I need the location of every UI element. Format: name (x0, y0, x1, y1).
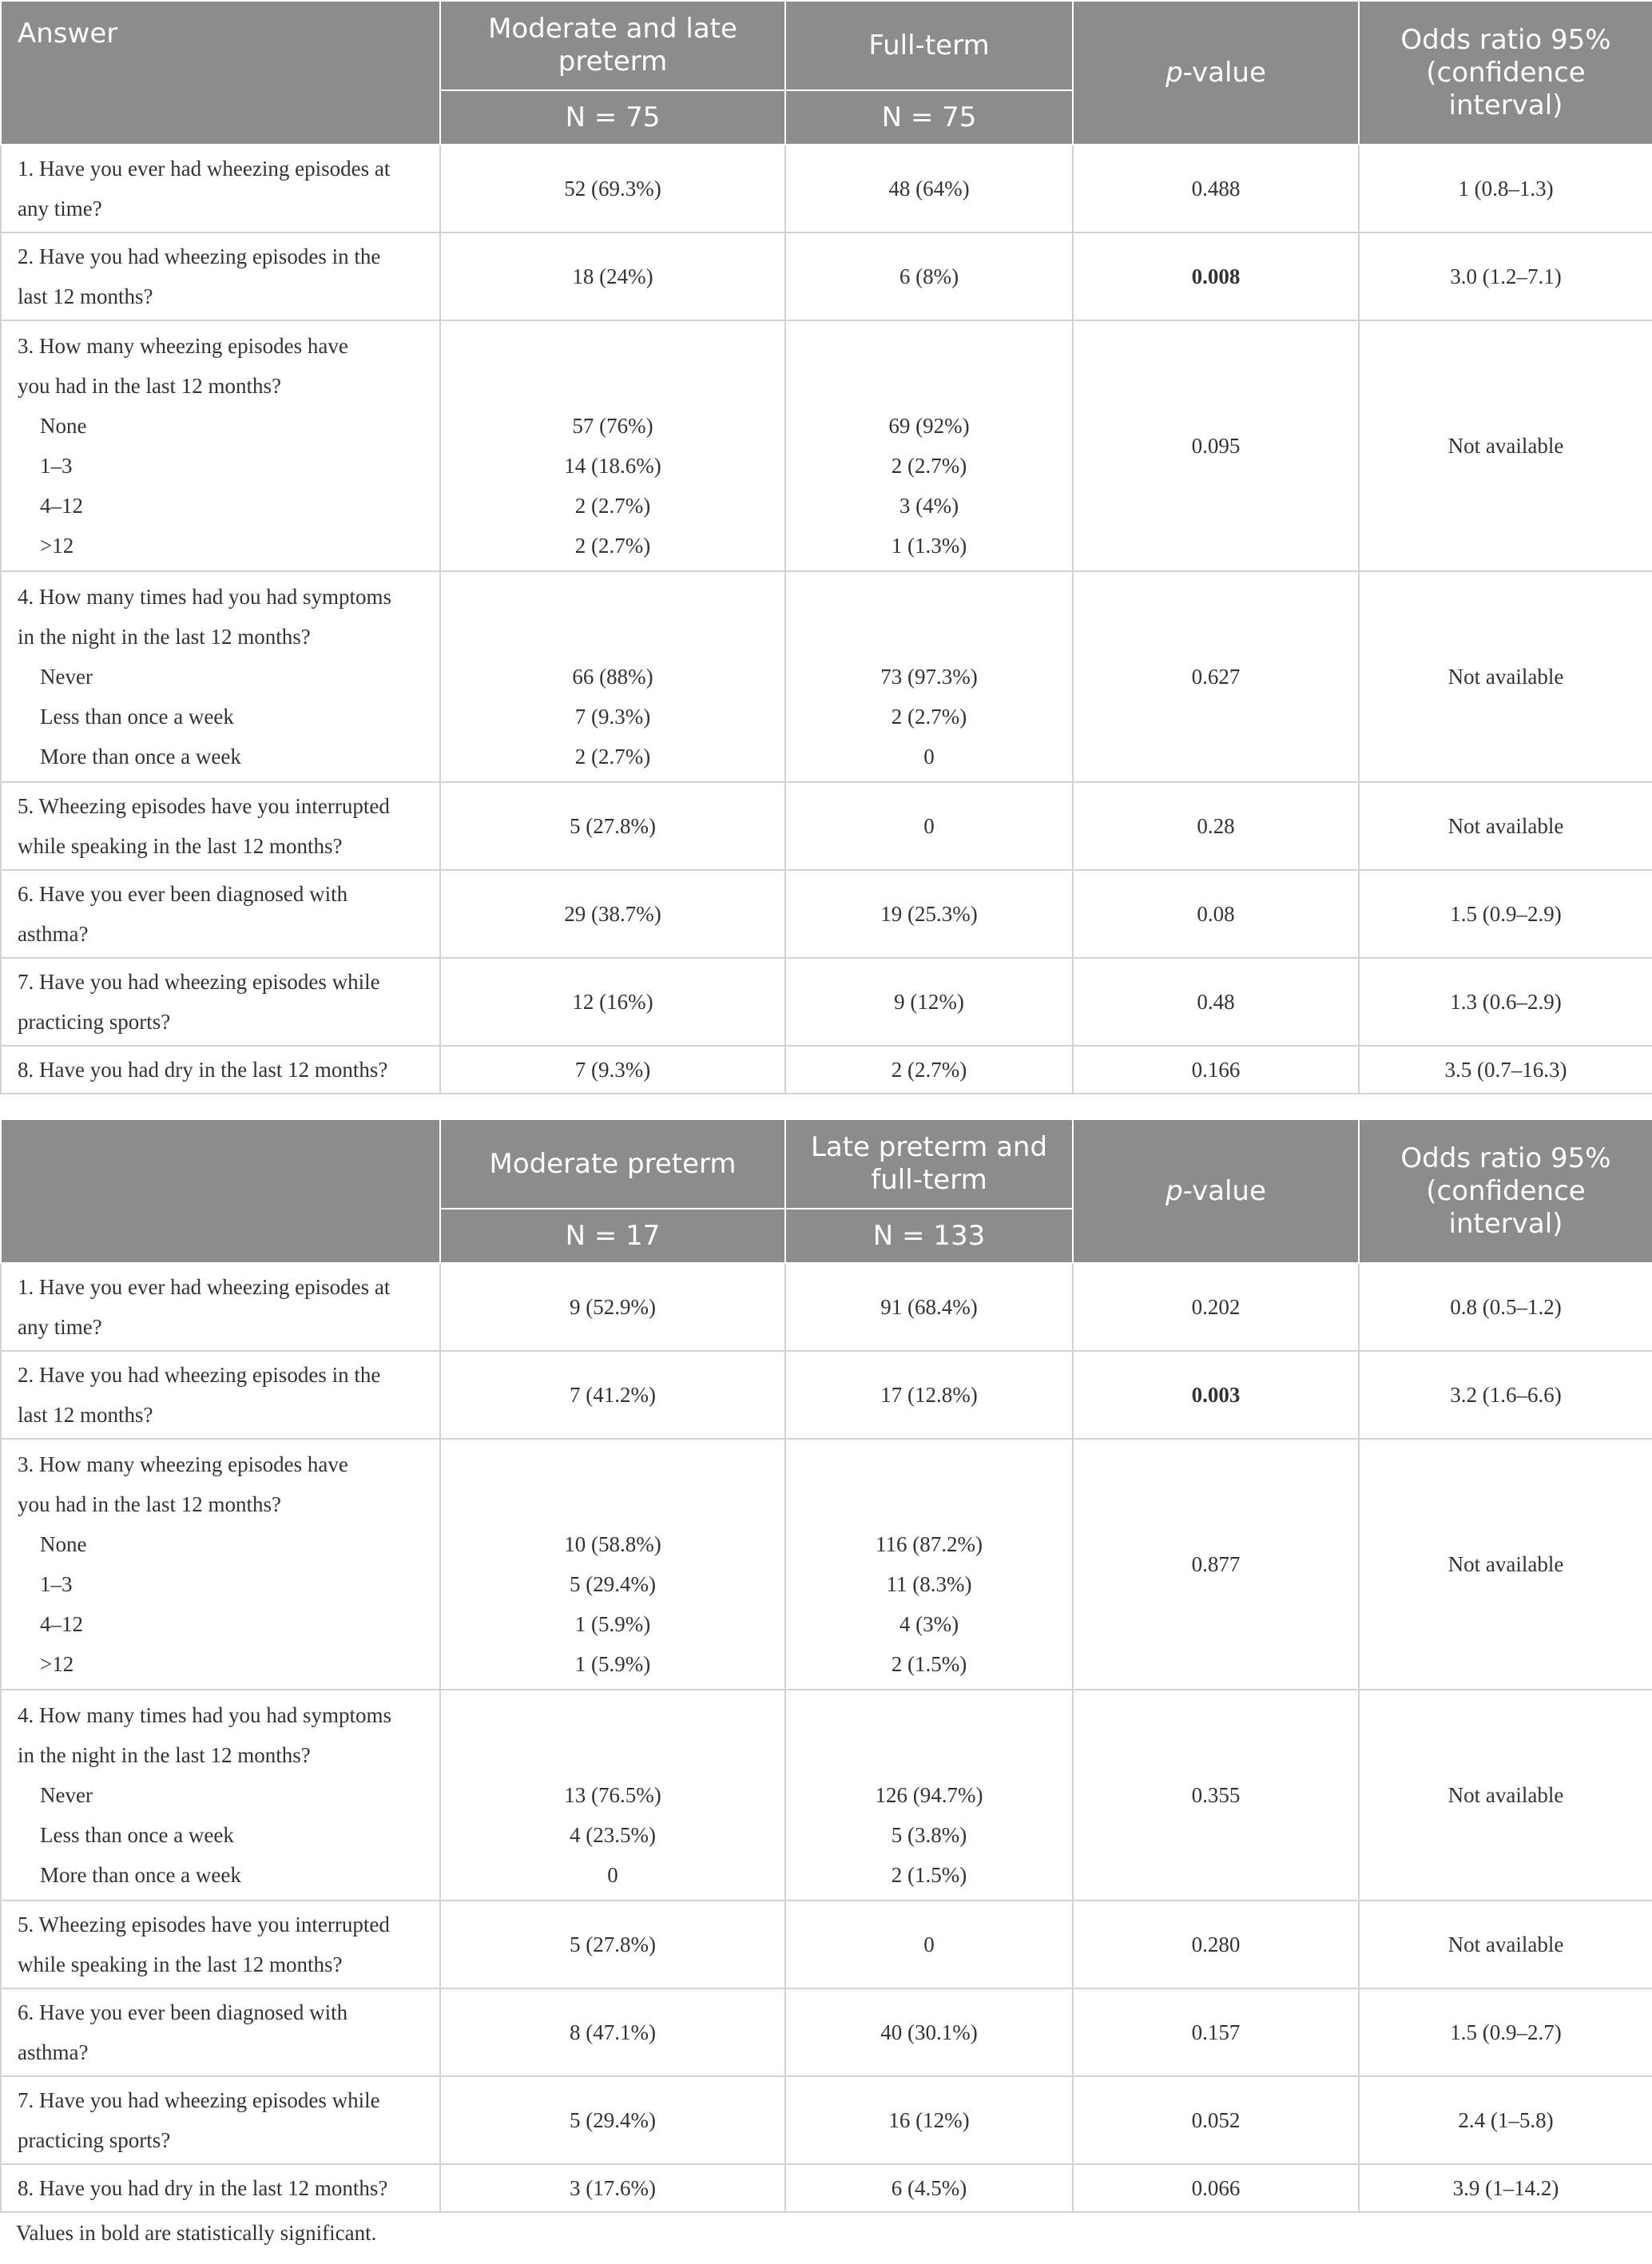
table-row (1, 1690, 1652, 1901)
odds-ratio-cell: 1.5 (0.9–2.7) (1359, 1988, 1652, 2076)
value-cell: 12 (16%) (440, 958, 785, 1046)
value-cell: 18 (24%) (440, 232, 785, 320)
table-row (1, 571, 1652, 782)
question-cell: 4. How many times had you had symptoms in the night in the last 12 months? Never Less than once a week More than once a week (1, 571, 440, 782)
value-cell: 66 (88%) 7 (9.3%) 2 (2.7%) (440, 571, 785, 782)
question-cell: 3. How many wheezing episodes have you had in the last 12 months? None 1–3 4–12 >12 (1, 320, 440, 571)
odds-ratio-cell: 3.0 (1.2–7.1) (1359, 232, 1652, 320)
p-value-cell: 0.095 (1073, 320, 1359, 571)
value-cell: 48 (64%) (785, 145, 1073, 232)
significant-value: 0.003 (1191, 1383, 1241, 1407)
table-row (1, 1988, 1652, 2076)
odds-ratio-cell: Not available (1359, 1901, 1652, 1988)
value-cell: 0 (785, 782, 1073, 870)
odds-ratio-cell: 1.5 (0.9–2.9) (1359, 870, 1652, 958)
p-value-cell: 0.48 (1073, 958, 1359, 1046)
table-row (1, 2076, 1652, 2164)
table-comparison-1 (0, 0, 1652, 1094)
value-cell: 5 (27.8%) (440, 1901, 785, 1988)
significant-value: 0.008 (1191, 264, 1241, 288)
header-n-group-1: N = 17 (440, 1209, 785, 1263)
table-row (1, 232, 1652, 320)
table-row (1, 782, 1652, 870)
odds-ratio-cell: 0.8 (0.5–1.2) (1359, 1263, 1652, 1351)
question-cell: 4. How many times had you had symptoms in the night in the last 12 months? Never Less than once a week More than once a week (1, 1690, 440, 1901)
table-spacer (0, 1094, 1652, 1118)
table-row (1, 1901, 1652, 1988)
value-cell: 57 (76%) 14 (18.6%) 2 (2.7%) 2 (2.7%) (440, 320, 785, 571)
p-value-cell: 0.627 (1073, 571, 1359, 782)
value-cell: 6 (4.5%) (785, 2164, 1073, 2212)
odds-ratio-cell: Not available (1359, 1690, 1652, 1901)
question-cell: 7. Have you had wheezing episodes while practicing sports? (1, 958, 440, 1046)
odds-ratio-cell: Not available (1359, 782, 1652, 870)
value-cell: 7 (41.2%) (440, 1351, 785, 1439)
p-value-cell: 0.355 (1073, 1690, 1359, 1901)
header-odds-ratio: Odds ratio 95% (confidence interval) (1359, 1, 1652, 145)
table-row (1, 1439, 1652, 1690)
value-cell: 69 (92%) 2 (2.7%) 3 (4%) 1 (1.3%) (785, 320, 1073, 571)
p-value-cell: 0.28 (1073, 782, 1359, 870)
value-cell: 5 (29.4%) (440, 2076, 785, 2164)
value-cell: 9 (52.9%) (440, 1263, 785, 1351)
value-cell: 73 (97.3%) 2 (2.7%) 0 (785, 571, 1073, 782)
p-value-cell: 0.202 (1073, 1263, 1359, 1351)
question-cell: 2. Have you had wheezing episodes in the last 12 months? (1, 1351, 440, 1439)
value-cell: 3 (17.6%) (440, 2164, 785, 2212)
table-comparison-2 (0, 1118, 1652, 2213)
value-cell: 9 (12%) (785, 958, 1073, 1046)
p-value-cell: 0.066 (1073, 2164, 1359, 2212)
header-answer: Answer (1, 1, 440, 145)
value-cell: 116 (87.2%) 11 (8.3%) 4 (3%) 2 (1.5%) (785, 1439, 1073, 1690)
p-value-cell: 0.280 (1073, 1901, 1359, 1988)
header-group-1: Moderate preterm (440, 1119, 785, 1209)
value-cell: 126 (94.7%) 5 (3.8%) 2 (1.5%) (785, 1690, 1073, 1901)
value-cell: 13 (76.5%) 4 (23.5%) 0 (440, 1690, 785, 1901)
header-odds-ratio: Odds ratio 95% (confidence interval) (1359, 1119, 1652, 1263)
p-value-cell: 0.877 (1073, 1439, 1359, 1690)
table-row (1, 1351, 1652, 1439)
question-cell: 2. Have you had wheezing episodes in the last 12 months? (1, 232, 440, 320)
value-cell: 5 (27.8%) (440, 782, 785, 870)
header-group-2: Late preterm and full-term (785, 1119, 1073, 1209)
question-cell: 1. Have you ever had wheezing episodes at any time? (1, 145, 440, 232)
odds-ratio-cell: 1.3 (0.6–2.9) (1359, 958, 1652, 1046)
value-cell: 40 (30.1%) (785, 1988, 1073, 2076)
header-n-group-2: N = 133 (785, 1209, 1073, 1263)
p-value-cell (1073, 232, 1359, 320)
value-cell: 6 (8%) (785, 232, 1073, 320)
question-cell: 5. Wheezing episodes have you interrupted while speaking in the last 12 months? (1, 782, 440, 870)
table-row (1, 1263, 1652, 1351)
p-value-cell: 0.488 (1073, 145, 1359, 232)
p-value-cell: 0.08 (1073, 870, 1359, 958)
value-cell: 16 (12%) (785, 2076, 1073, 2164)
value-cell: 10 (58.8%) 5 (29.4%) 1 (5.9%) 1 (5.9%) (440, 1439, 785, 1690)
question-cell: 5. Wheezing episodes have you interrupted while speaking in the last 12 months? (1, 1901, 440, 1988)
value-cell: 52 (69.3%) (440, 145, 785, 232)
header-n-group-2: N = 75 (785, 90, 1073, 145)
question-cell: 6. Have you ever been diagnosed with asthma? (1, 870, 440, 958)
value-cell: 29 (38.7%) (440, 870, 785, 958)
question-cell: 6. Have you ever been diagnosed with asthma? (1, 1988, 440, 2076)
odds-ratio-cell: Not available (1359, 320, 1652, 571)
header-group-1: Moderate and late preterm (440, 1, 785, 90)
table-row (1, 145, 1652, 232)
header-n-group-1: N = 75 (440, 90, 785, 145)
header-p-value: p-value (1073, 1, 1359, 145)
odds-ratio-cell: 1 (0.8–1.3) (1359, 145, 1652, 232)
value-cell: 7 (9.3%) (440, 1046, 785, 1094)
p-value-cell: 0.157 (1073, 1988, 1359, 2076)
header-answer-empty (1, 1119, 440, 1263)
footnote: Values in bold are statistically significant. (16, 2221, 377, 2245)
question-cell: 8. Have you had dry in the last 12 months? (1, 1046, 440, 1094)
odds-ratio-cell: Not available (1359, 571, 1652, 782)
table-row (1, 1046, 1652, 1094)
question-cell: 1. Have you ever had wheezing episodes at any time? (1, 1263, 440, 1351)
table-row (1, 958, 1652, 1046)
value-cell: 19 (25.3%) (785, 870, 1073, 958)
p-value-cell (1073, 1351, 1359, 1439)
header-p-value: p-value (1073, 1119, 1359, 1263)
p-value-cell: 0.052 (1073, 2076, 1359, 2164)
question-cell: 8. Have you had dry in the last 12 months? (1, 2164, 440, 2212)
odds-ratio-cell: 2.4 (1–5.8) (1359, 2076, 1652, 2164)
question-cell: 3. How many wheezing episodes have you had in the last 12 months? None 1–3 4–12 >12 (1, 1439, 440, 1690)
value-cell: 91 (68.4%) (785, 1263, 1073, 1351)
odds-ratio-cell: 3.9 (1–14.2) (1359, 2164, 1652, 2212)
value-cell: 0 (785, 1901, 1073, 1988)
value-cell: 17 (12.8%) (785, 1351, 1073, 1439)
header-group-2: Full-term (785, 1, 1073, 90)
value-cell: 8 (47.1%) (440, 1988, 785, 2076)
odds-ratio-cell: 3.2 (1.6–6.6) (1359, 1351, 1652, 1439)
question-cell: 7. Have you had wheezing episodes while practicing sports? (1, 2076, 440, 2164)
table-row (1, 320, 1652, 571)
p-value-cell: 0.166 (1073, 1046, 1359, 1094)
odds-ratio-cell: 3.5 (0.7–16.3) (1359, 1046, 1652, 1094)
table-row (1, 2164, 1652, 2212)
table-row (1, 870, 1652, 958)
odds-ratio-cell: Not available (1359, 1439, 1652, 1690)
value-cell: 2 (2.7%) (785, 1046, 1073, 1094)
